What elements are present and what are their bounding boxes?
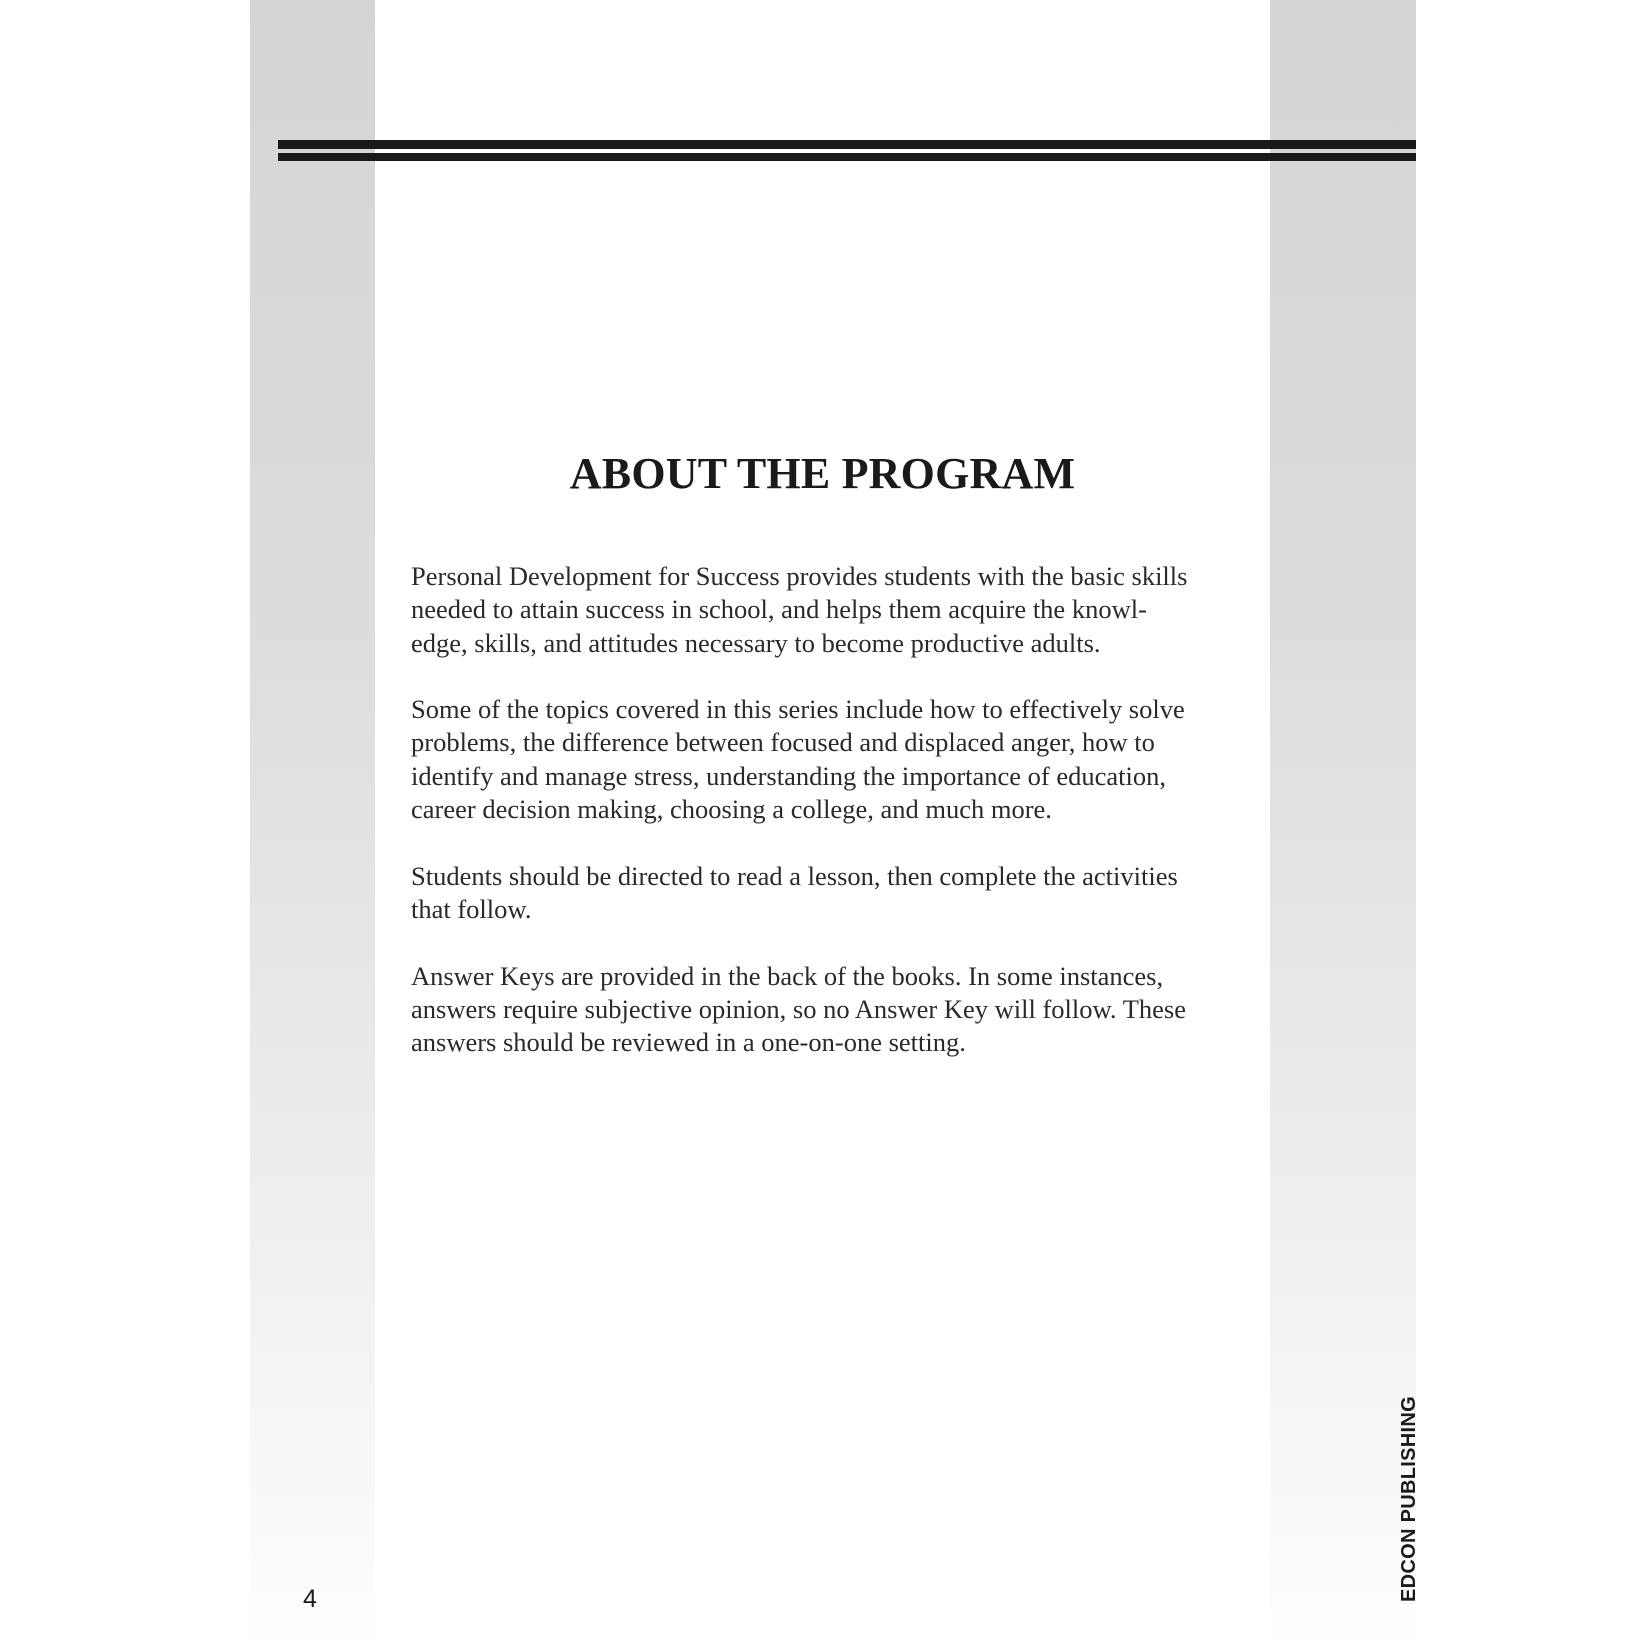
- header-rule-bottom: [278, 153, 1416, 161]
- paragraph-answer-keys: Answer Keys are provided in the back of the books. In some instances, answers require subjective opinion, so no Answer Key will follow. These answers should be reviewed in a one-on-one setting.: [411, 960, 1186, 1058]
- paragraph-topics: Some of the topics covered in this series include how to effectively solve problems, the difference between focused and displaced anger, how to identify and manage stress, understanding the importance of education, career decision making, choosing a college, and much more.: [411, 694, 1185, 825]
- body-text: [411, 560, 1241, 1093]
- publisher-label: EDCON PUBLISHING: [1398, 1396, 1420, 1602]
- page-title: ABOUT THE PROGRAM: [569, 449, 1076, 498]
- left-margin-band: [250, 0, 375, 1652]
- page-number: 4: [303, 1585, 317, 1613]
- paragraph-intro: Personal Development for Success provides students with the basic skills needed to attain success in school, and helps them acquire the knowl- edge, skills, and attitudes necessary to become productive adults.: [411, 561, 1188, 658]
- right-margin-band: [1270, 0, 1416, 1652]
- header-rule-top: [278, 140, 1416, 149]
- paragraph-directions: Students should be directed to read a lesson, then complete the activities that follow.: [411, 860, 1178, 924]
